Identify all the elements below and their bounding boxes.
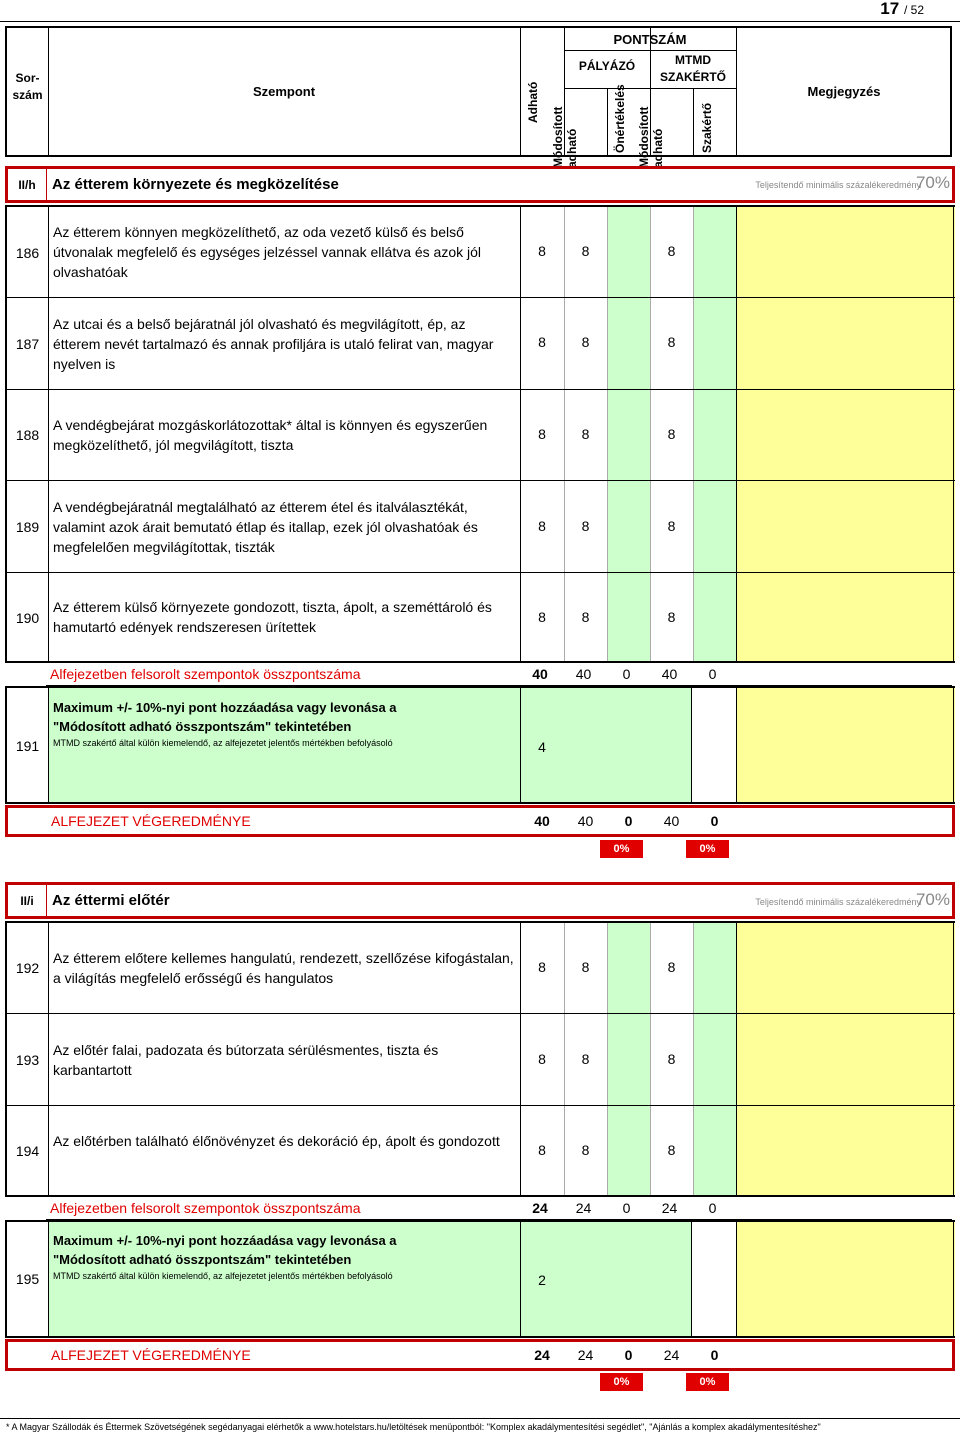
row-number: 192	[15, 960, 40, 976]
result-v2: 40	[577, 813, 594, 829]
row-adhato: 8	[538, 959, 546, 975]
section-min-value: 70%	[915, 890, 950, 909]
subtotal-v1: 40	[532, 666, 548, 682]
row-modositott: 8	[581, 1142, 590, 1158]
bonus-line3: MTMD szakértő által külön kiemelendő, az alfejezetet jelentős mértékben befolyásoló	[53, 738, 393, 748]
bonus-line1: Maximum +/- 10%-nyi pont hozzáadása vagy levonása a	[53, 700, 397, 715]
bonus-row	[5, 1220, 955, 1338]
subtotal-row	[46, 1197, 952, 1220]
row-modositott: 8	[581, 518, 590, 534]
row-adhato: 8	[538, 243, 546, 259]
row-number: 193	[15, 1052, 40, 1068]
result-label: ALFEJEZET VÉGEREDMÉNYE	[51, 1347, 251, 1363]
header-modositott-adhato: Módosított adható	[551, 106, 579, 168]
subtotal-row	[46, 663, 952, 686]
row-adhato: 8	[538, 518, 546, 534]
row-number: 186	[15, 245, 40, 261]
bonus-value: 2	[538, 1272, 546, 1288]
header-szempont: Szempont	[252, 84, 316, 99]
subtotal-label: Alfejezetben felsorolt szempontok összpontszáma	[50, 1200, 361, 1216]
row-number: 188	[15, 427, 40, 443]
subtotal-v4: 40	[661, 666, 678, 682]
header-adhato: Adható	[526, 81, 540, 123]
header-modositott-adhato-szakerto: Módosított adható	[637, 106, 665, 168]
result-label: ALFEJEZET VÉGEREDMÉNYE	[51, 813, 251, 829]
row-text: A vendégbejáratnál megtalálható az étterem étel és italválasztékát, valamint azok árait bemutató étlap és itallap, ezek jól olvashatóak és megfelelően megvilágítottak, tiszták	[53, 499, 478, 555]
row-szakerto-modositott: 8	[667, 1051, 676, 1067]
row-modositott: 8	[581, 959, 590, 975]
row-modositott: 8	[581, 334, 590, 350]
subtotal-v5: 0	[708, 666, 717, 682]
result-v4: 40	[663, 813, 680, 829]
row-szakerto-modositott: 8	[667, 426, 676, 442]
section-title: Az éttermi előtér	[52, 892, 170, 909]
subtotal-v2: 40	[575, 666, 592, 682]
section-title-bar	[5, 882, 955, 919]
section-title-bar	[5, 166, 955, 203]
section-min-label: Teljesítendő minimális százalékeredmény	[755, 180, 921, 190]
row-szakerto-modositott: 8	[667, 243, 676, 259]
page-top-rule	[0, 21, 960, 22]
row-number: 194	[15, 1143, 40, 1159]
section-code: II/i	[20, 894, 34, 908]
subtotal-label: Alfejezetben felsorolt szempontok összpontszáma	[50, 666, 361, 682]
result-percent-2: 0%	[686, 1373, 729, 1391]
result-v2: 24	[577, 1347, 594, 1363]
page-current: 17	[880, 0, 900, 18]
subtotal-v2: 24	[575, 1200, 592, 1216]
bonus-line2: "Módosított adható összpontszám" tekintetében	[53, 1252, 352, 1267]
page-number	[880, 0, 924, 19]
subtotal-v4: 24	[661, 1200, 678, 1216]
row-text: Az étterem könnyen megközelíthető, az oda vezető külső és belső útvonalak megfelelő és egységes jelzéssel vannak ellátva és azok jól olvashatóak	[53, 224, 482, 280]
header-pontszam: PONTSZÁM	[613, 32, 687, 47]
result-row	[5, 1339, 955, 1371]
result-row	[5, 805, 955, 837]
row-modositott: 8	[581, 1051, 590, 1067]
result-percent-1: 0%	[600, 1373, 643, 1391]
row-adhato: 8	[538, 1142, 546, 1158]
bonus-line1: Maximum +/- 10%-nyi pont hozzáadása vagy levonása a	[53, 1233, 397, 1248]
row-modositott: 8	[581, 426, 590, 442]
row-szakerto-modositott: 8	[667, 959, 676, 975]
bonus-number: 195	[15, 1271, 40, 1287]
section-min-value: 70%	[915, 173, 950, 192]
header-onertekeles: Önértékelés	[613, 84, 627, 153]
row-number: 190	[15, 610, 40, 626]
result-v1: 24	[534, 1347, 550, 1363]
row-text: Az utcai és a belső bejáratnál jól olvasható és megvilágított, ép, az étterem nevét tartalmazó és annak profiljára is utaló felirat van, magyar nyelven is	[53, 316, 494, 372]
header-palyazo: PÁLYÁZÓ	[578, 59, 636, 73]
row-number: 189	[15, 519, 40, 535]
header-mtmd-szakerto: MTMD SZAKÉRTŐ	[660, 53, 726, 84]
bonus-line3: MTMD szakértő által külön kiemelendő, az alfejezetet jelentős mértékben befolyásoló	[53, 1271, 393, 1281]
result-percent-2: 0%	[686, 840, 729, 858]
header-szakerto: Szakértő	[700, 102, 714, 153]
section-title: Az étterem környezete és megközelítése	[52, 176, 339, 193]
bonus-value: 4	[538, 739, 546, 755]
row-modositott: 8	[581, 243, 590, 259]
subtotal-v3: 0	[622, 666, 631, 682]
row-adhato: 8	[538, 609, 546, 625]
section-items	[5, 921, 955, 1197]
subtotal-v1: 24	[532, 1200, 548, 1216]
row-number: 187	[15, 336, 40, 352]
row-szakerto-modositott: 8	[667, 334, 676, 350]
row-szakerto-modositott: 8	[667, 609, 676, 625]
result-v5: 0	[710, 1347, 719, 1363]
section-items	[5, 205, 955, 663]
result-v3: 0	[624, 1347, 633, 1363]
result-percent-1: 0%	[600, 840, 643, 858]
result-v4: 24	[663, 1347, 680, 1363]
bonus-row	[5, 686, 955, 804]
row-adhato: 8	[538, 426, 546, 442]
row-adhato: 8	[538, 334, 546, 350]
page-total: 52	[910, 3, 924, 17]
row-modositott: 8	[581, 609, 590, 625]
bonus-number: 191	[15, 738, 40, 754]
header-megjegyzes: Megjegyzés	[807, 84, 881, 99]
bonus-line2: "Módosított adható összpontszám" tekintetében	[53, 719, 352, 734]
row-szakerto-modositott: 8	[667, 518, 676, 534]
footnote-rule	[0, 1418, 960, 1419]
subtotal-v3: 0	[622, 1200, 631, 1216]
result-v1: 40	[534, 813, 550, 829]
row-text: A vendégbejárat mozgáskorlátozottak* által is könnyen és egyszerűen megközelíthető, jól megvilágított, tiszta	[53, 417, 488, 453]
subtotal-v5: 0	[708, 1200, 717, 1216]
row-text: Az étterem külső környezete gondozott, tiszta, ápolt, a szeméttároló és hamutartó edények rendszeresen ürítettek	[53, 599, 492, 635]
table-header	[5, 26, 952, 168]
row-szakerto-modositott: 8	[667, 1142, 676, 1158]
result-v5: 0	[710, 813, 719, 829]
header-sorszam: Sor- szám	[12, 71, 43, 102]
row-text: Az előtérben található élőnövényzet és dekoráció ép, ápolt és gondozott	[53, 1133, 500, 1149]
row-adhato: 8	[538, 1051, 546, 1067]
result-v3: 0	[624, 813, 633, 829]
row-text: Az előtér falai, padozata és bútorzata sérülésmentes, tiszta és karbantartott	[53, 1042, 439, 1078]
section-min-label: Teljesítendő minimális százalékeredmény	[755, 897, 921, 907]
footnote: * A Magyar Szállodák és Éttermek Szövetségének segédanyagai elérhetők a www.hotelstars.hu/letöltések menüpontból: "Komplex akadálymentesítési segédlet", "Ajánlás a komplex akadálymentesítéshez"	[6, 1422, 821, 1432]
row-text: Az étterem előtere kellemes hangulatú, rendezett, szellőzése kifogástalan, a világítás megfelelő erősségű és hangulatos	[53, 950, 514, 986]
page-separator: /	[903, 3, 908, 17]
section-code: II/h	[18, 178, 36, 192]
